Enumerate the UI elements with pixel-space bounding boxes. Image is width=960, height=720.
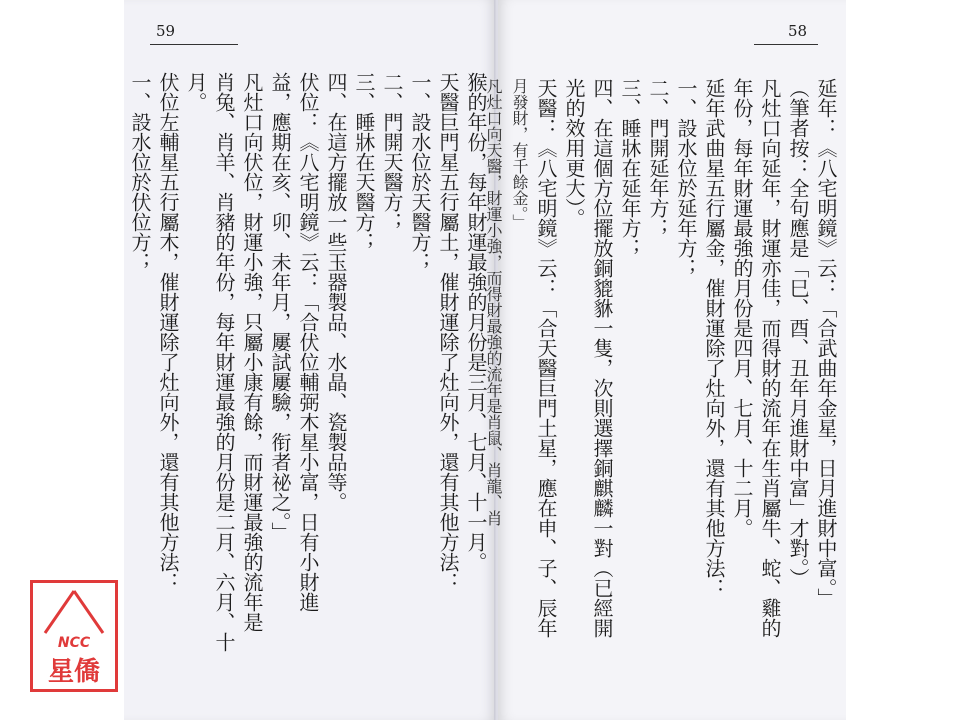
text-column: 年份，每年財運最強的月份是四月、七月、十二月。 xyxy=(730,78,754,538)
text-column: 肖兔、肖羊、肖豬的年份，每年財運最強的月份是二月、六月、十 xyxy=(212,72,236,652)
page-body xyxy=(480,78,840,698)
text-column: 凡灶口向延年，財運亦佳，而得財的流年在生肖屬牛、蛇、雞的 xyxy=(758,78,782,638)
text-column: 二、門開天醫方； xyxy=(380,72,404,232)
page-body xyxy=(126,72,490,712)
header-rule xyxy=(150,44,238,45)
text-column: 凡灶口向伏位，財運小強，只屬小康有餘，而財運最強的流年是 xyxy=(240,72,264,632)
right-page xyxy=(484,0,846,720)
text-column: 益，應期在亥、卯、未年月，屢試屢驗，衔者祕之。」 xyxy=(268,72,292,542)
text-column: 天醫巨門星五行屬土，催財運除了灶向外，還有其他方法： xyxy=(436,72,460,592)
text-column: （筆者按：全句應是「巳、酉、丑年月進財中富」才對。） xyxy=(786,78,810,588)
text-column: 月發財，有千餘金。」 xyxy=(510,78,529,230)
text-column: 四、在這個方位擺放銅貔貅一隻，次則選擇銅麒麟一對（已經開 xyxy=(590,78,614,638)
text-column: 二、門開延年方； xyxy=(646,78,670,238)
text-column: 延年：《八宅明鏡》云：「合武曲年金星，日月進財中富。」 xyxy=(814,78,838,608)
logo-abbr: NCC xyxy=(57,635,91,651)
text-column: 三、睡牀在天醫方； xyxy=(352,72,376,252)
page-number: 58 xyxy=(788,22,808,40)
page-number: 59 xyxy=(156,22,176,40)
text-column: 一、設水位於伏位方； xyxy=(128,72,152,272)
ncc-logo xyxy=(30,580,118,692)
text-column: 天醫：《八宅明鏡》云：「合天醫巨門土星，應在申、子、辰年 xyxy=(534,78,558,638)
left-page xyxy=(124,0,496,720)
text-column: 月。 xyxy=(184,72,208,112)
text-column: 一、設水位於延年方； xyxy=(674,78,698,278)
text-column: 一、設水位於天醫方； xyxy=(408,72,432,272)
text-column: 伏位：《八宅明鏡》云：「合伏位輔弼木星小富，日有小財進 xyxy=(296,72,320,612)
text-column: 凡灶口向天醫，財運小強，而得財最強的流年是肖鼠、肖龍、肖 xyxy=(484,78,503,526)
text-column: 延年武曲星五行屬金，催財運除了灶向外，還有其他方法： xyxy=(702,78,726,598)
text-column: 伏位左輔星五行屬木，催財運除了灶向外，還有其他方法： xyxy=(156,72,180,592)
text-column: 四、在這方擺放一些玉器製品、水晶、瓷製品等。 xyxy=(324,72,348,512)
text-column: 光的效用更大）。 xyxy=(562,78,586,228)
logo-name: 星僑 xyxy=(47,657,100,687)
text-column: 猴的年份，每年財運最強的月份是三月、七月、十一月。 xyxy=(464,72,488,572)
text-column: 三、睡牀在延年方； xyxy=(618,78,642,258)
header-rule xyxy=(754,44,818,45)
